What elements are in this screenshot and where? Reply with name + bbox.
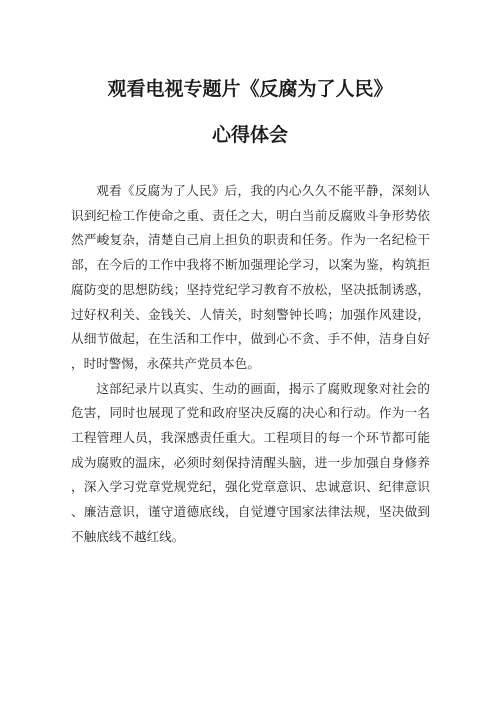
body-paragraph-2: 这部纪录片以真实、生动的画面，揭示了腐败现象对社会的危害，同时也展现了党和政府坚决反腐的决心和行动。作为一名工程管理人员，我深感责任重大。工程项目的每一个环节都可能成为腐败的温床，必须时刻保持清醒头脑，进一步加强自身修养，深入学习党章党规党纪，强化党章意识、忠诚意识、纪律意识、廉洁意识，谨守道德底线，自觉遵守国家法律法规，坚决做到不触底线不越红线。 <box>71 380 430 544</box>
document-subtitle: 心得体会 <box>211 124 288 146</box>
document-title: 观看电视专题片《反腐为了人民》 <box>107 78 393 100</box>
body-paragraph-1: 观看《反腐为了人民》后，我的内心久久不能平静，深刻认识到纪检工作使命之重、责任之大，明白当前反腐败斗争形势依然严峻复杂，清楚自己肩上担负的职责和任务。作为一名纪检干部，在今后的工作中我将不断加强理论学习，以案为鉴，构筑拒腐防变的思想防线；坚持党纪学习教育不放松，坚决抵制诱惑，过好权利关、金钱关、人情关，时刻警钟长鸣；加强作风建设，从细节做起，在生活和工作中，做到心不贪、手不伸，洁身自好，时时警惕，永葆共产党员本色。 <box>71 183 430 371</box>
document-body <box>71 179 430 550</box>
